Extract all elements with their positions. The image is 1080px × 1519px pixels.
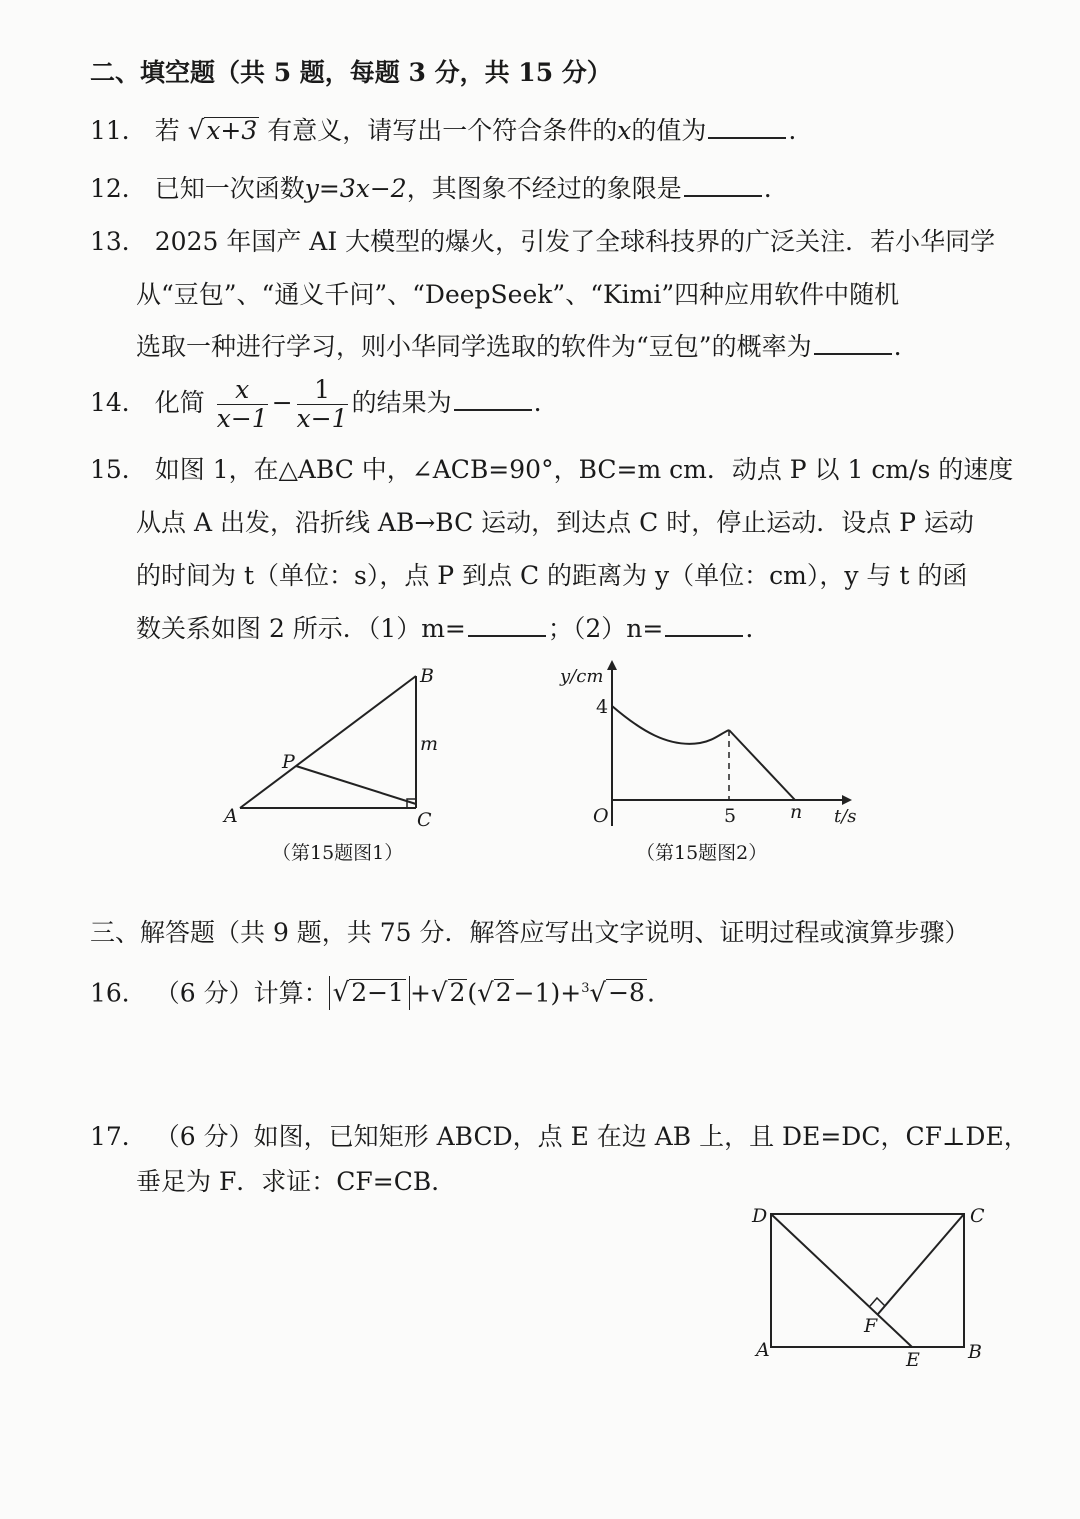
x-tick-5: 5 [724,805,737,827]
sqrt-sign-icon: √ [187,116,205,146]
q12-pre: 已知一次函数 [154,174,305,203]
section-2-title: 二、填空题（共 5 题，每题 3 分，共 15 分） [90,58,612,87]
label-b: B [968,1341,982,1363]
q15-line-4-mid: ；（2）n= [547,614,664,643]
q11-pre: 若 [154,116,180,145]
q16-cube-index: 3 [581,981,590,996]
q17-number: 17． [90,1122,147,1151]
q16-inner-rest: −1) [513,978,561,1008]
q15-line-3: 的时间为 t（单位：s），点 P 到点 C 的距离为 y（单位：cm），y 与 t 的函 [136,561,968,590]
q16-sqrt-2: 2 [449,978,466,1008]
label-e: E [906,1349,920,1371]
q12-equation: y=3x−2 [304,174,407,203]
q12-post: ，其图象不经过的象限是 [406,174,682,203]
q12-number: 12． [90,174,147,203]
q11-end: . [788,116,797,145]
q15-line-4-pre: 数关系如图 2 所示．（1）m= [136,614,466,643]
q15-line-2: 从点 A 出发，沿折线 AB→BC 运动，到达点 C 时，停止运动．设点 P 运动 [136,508,974,537]
right-angle-mark-icon [870,1298,885,1306]
q16-cube-radicand: −8 [608,978,645,1008]
q15-line-1: 如图 1，在△ABC 中，∠ACB=90°，BC=m cm．动点 P 以 1 cm/s 的速度 [154,455,1014,484]
sqrt-sign-icon: √ [477,978,494,1009]
q15-number: 15． [90,455,147,484]
label-d: D [752,1205,768,1227]
q15-line-4-end: . [745,614,754,643]
q15-figure-2-caption: （第15题图2） [636,842,768,864]
q14-frac1-denominator: x−1 [216,404,268,433]
q13-end: . [893,332,902,361]
q14-minus: − [271,388,293,417]
q16-end: . [646,978,655,1008]
q14-frac1-numerator: x [217,376,268,405]
q11-post: 有意义，请写出一个符合条件的 [267,116,618,145]
q12-end: . [763,174,772,203]
q16-score: （6 分）计算： [154,978,329,1008]
q17-line-1: （6 分）如图，已知矩形 ABCD，点 E 在边 AB 上，且 DE=DC，CF⊥DE， [154,1122,1029,1151]
x-axis-label: t/s [834,806,857,827]
segment-cf [878,1214,964,1314]
label-p: P [282,751,295,773]
cube-root-sign-icon: √ [589,978,607,1009]
q11-radicand: x+3 [206,116,258,145]
q16-plus-2: + [560,978,582,1008]
q13-line-2: 从“豆包”、“通义千问”、“DeepSeek”、“Kimi”四种应用软件中随机 [136,280,900,309]
q14-end: . [533,388,542,417]
q14-frac2-denominator: x−1 [296,404,348,433]
q13-line-1: 2025 年国产 AI 大模型的爆火，引发了全球科技界的广泛关注．若小华同学 [154,227,996,256]
q16-paren-open: ( [467,978,478,1008]
q14-post: 的结果为 [351,388,452,417]
section-3-title: 三、解答题（共 9 题，共 75 分．解答应写出文字说明、证明过程或演算步骤） [90,918,970,947]
label-b: B [420,665,434,687]
sqrt-sign-icon: √ [332,978,350,1009]
q13-line-3: 选取一种进行学习，则小华同学选取的软件为“豆包”的概率为 [136,332,812,361]
q11-post2: 的值为 [631,116,707,145]
label-a: A [224,805,238,827]
y-axis-label: y/cm [560,666,604,687]
label-m: m [420,733,439,755]
y-tick-4: 4 [596,696,609,718]
segment-de [771,1214,912,1347]
q11-number: 11． [90,116,147,145]
q14-frac2-numerator: 1 [297,376,348,405]
label-c: C [970,1205,985,1227]
label-f: F [864,1315,878,1337]
q11-var: x [617,116,632,145]
label-c: C [417,809,432,831]
q15-figure-1-caption: （第15题图1） [272,842,404,864]
origin-label: O [593,805,609,827]
q14-pre: 化简 [154,388,205,417]
sqrt-sign-icon: √ [430,978,448,1009]
q16-plus-1: + [409,978,431,1008]
q16-number: 16． [90,978,147,1008]
q17-line-2: 垂足为 F．求证：CF=CB． [136,1167,457,1196]
x-tick-n: n [790,801,803,823]
q16-inner-sqrt: 2 [495,978,512,1008]
q14-number: 14． [90,388,147,417]
label-a: A [756,1339,770,1361]
q16-abs-inner: 2−1 [351,978,404,1008]
q13-number: 13． [90,227,147,256]
